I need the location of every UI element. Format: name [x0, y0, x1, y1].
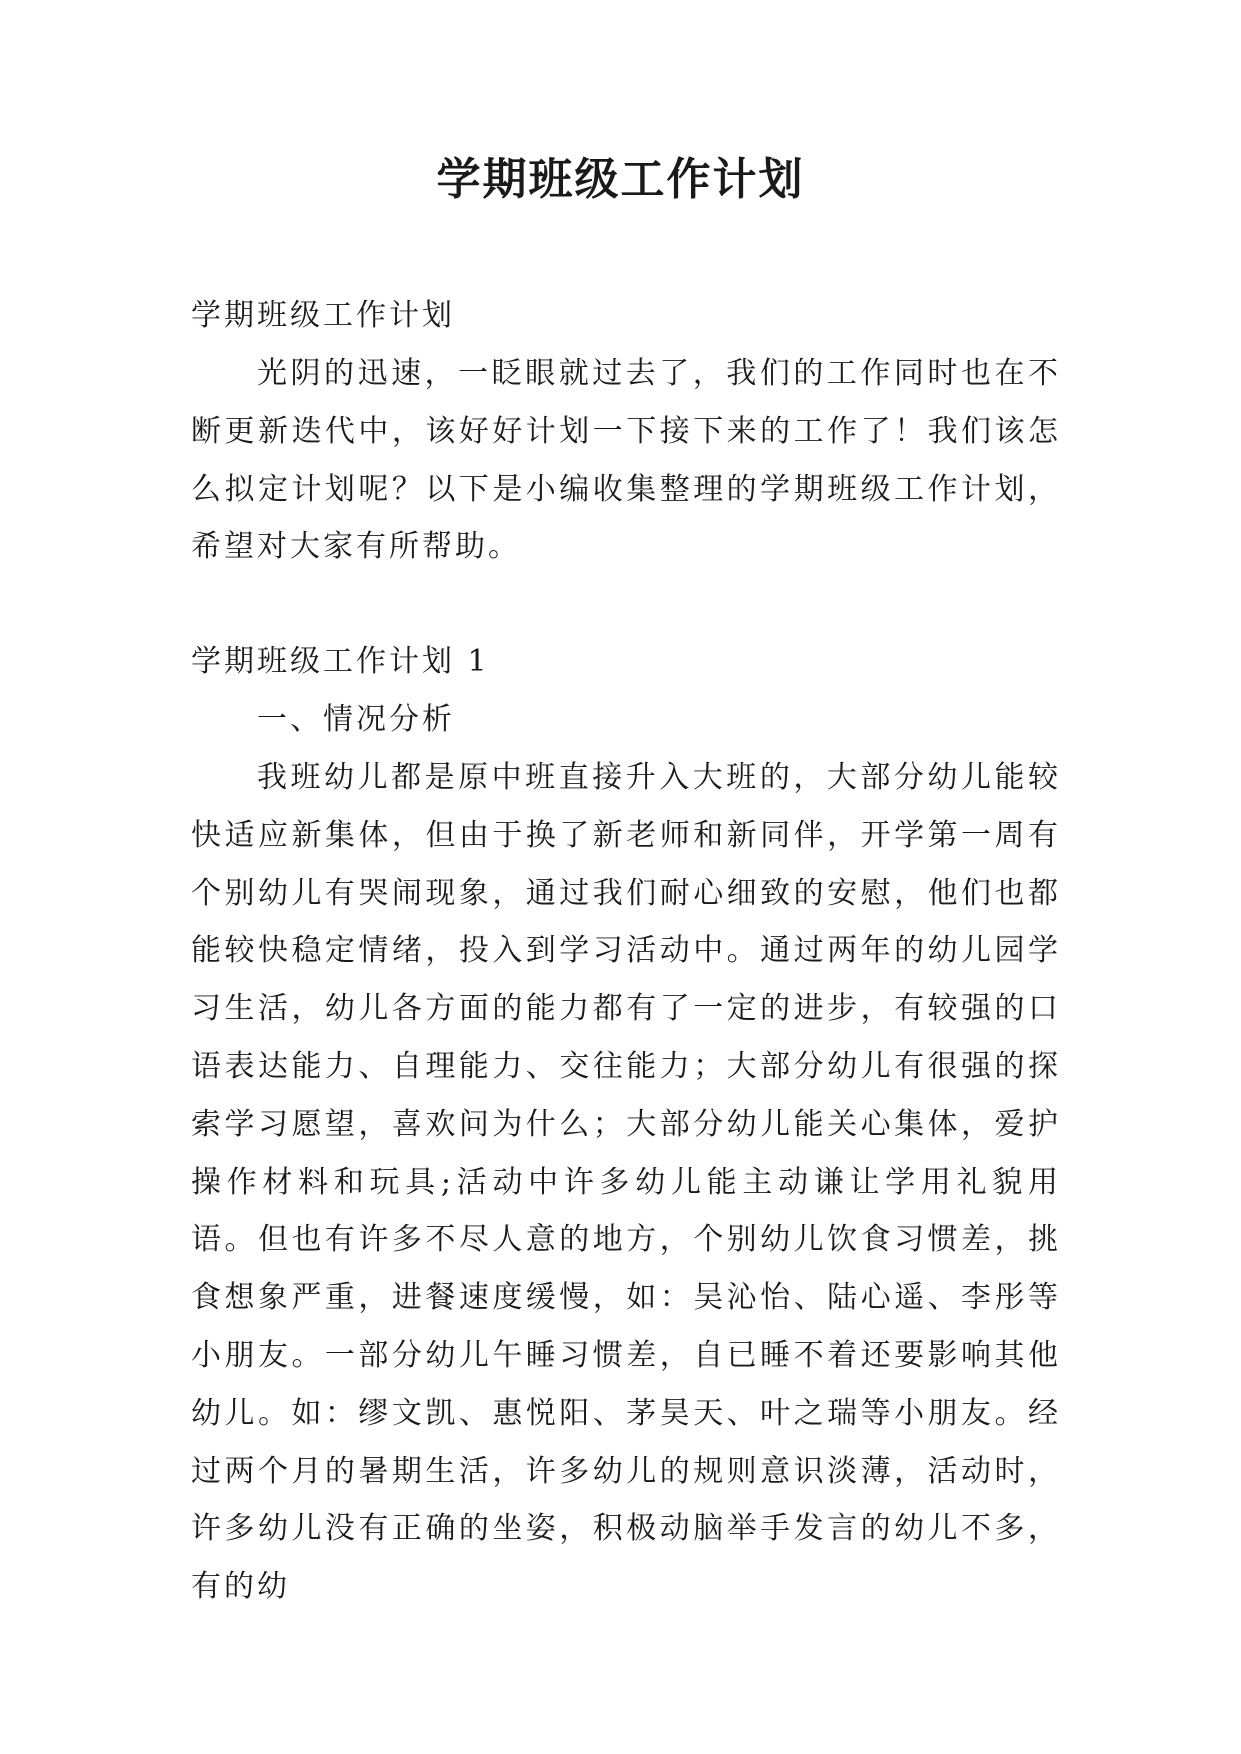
subsection-heading: 一、情况分析	[257, 702, 455, 737]
analysis-paragraph: 我班幼儿都是原中班直接升入大班的，大部分幼儿能较快适应新集体，但由于换了新老师和新同伴，开学第一周有个别幼儿有哭闹现象，通过我们耐心细致的安慰，他们也都能较快稳定情绪，投入到学习活动中。通过两年的幼儿园学习生活，幼儿各方面的能力都有了一定的进步，有较强的口语表达能力、自理能力、交往能力；大部分幼儿有很强的探索学习愿望，喜欢问为什么；大部分幼儿能关心集体，爱护操作材料和玩具;活动中许多幼儿能主动谦让学用礼貌用语。但也有许多不尽人意的地方，个别幼儿饮食习惯差，挑食想象严重，进餐速度缓慢，如：吴沁怡、陆心遥、李彤等小朋友。一部分幼儿午睡习惯差，自已睡不着还要影响其他幼儿。如：缪文凯、惠悦阳、茅昊天、叶之瑞等小朋友。经过两个月的暑期生活，许多幼儿的规则意识淡薄，活动时，许多幼儿没有正确的坐姿，积极动脑举手发言的幼儿不多，有的幼	[191, 760, 1061, 1605]
intro-paragraph: 光阴的迅速，一眨眼就过去了，我们的工作同时也在不断更新迭代中，该好好计划一下接下来的工作了！我们该怎么拟定计划呢？以下是小编收集整理的学期班级工作计划，希望对大家有所帮助。	[191, 356, 1061, 565]
section-heading: 学期班级工作计划 1	[191, 644, 490, 679]
document-subtitle: 学期班级工作计划	[191, 298, 455, 333]
document-title: 学期班级工作计划	[436, 154, 805, 205]
